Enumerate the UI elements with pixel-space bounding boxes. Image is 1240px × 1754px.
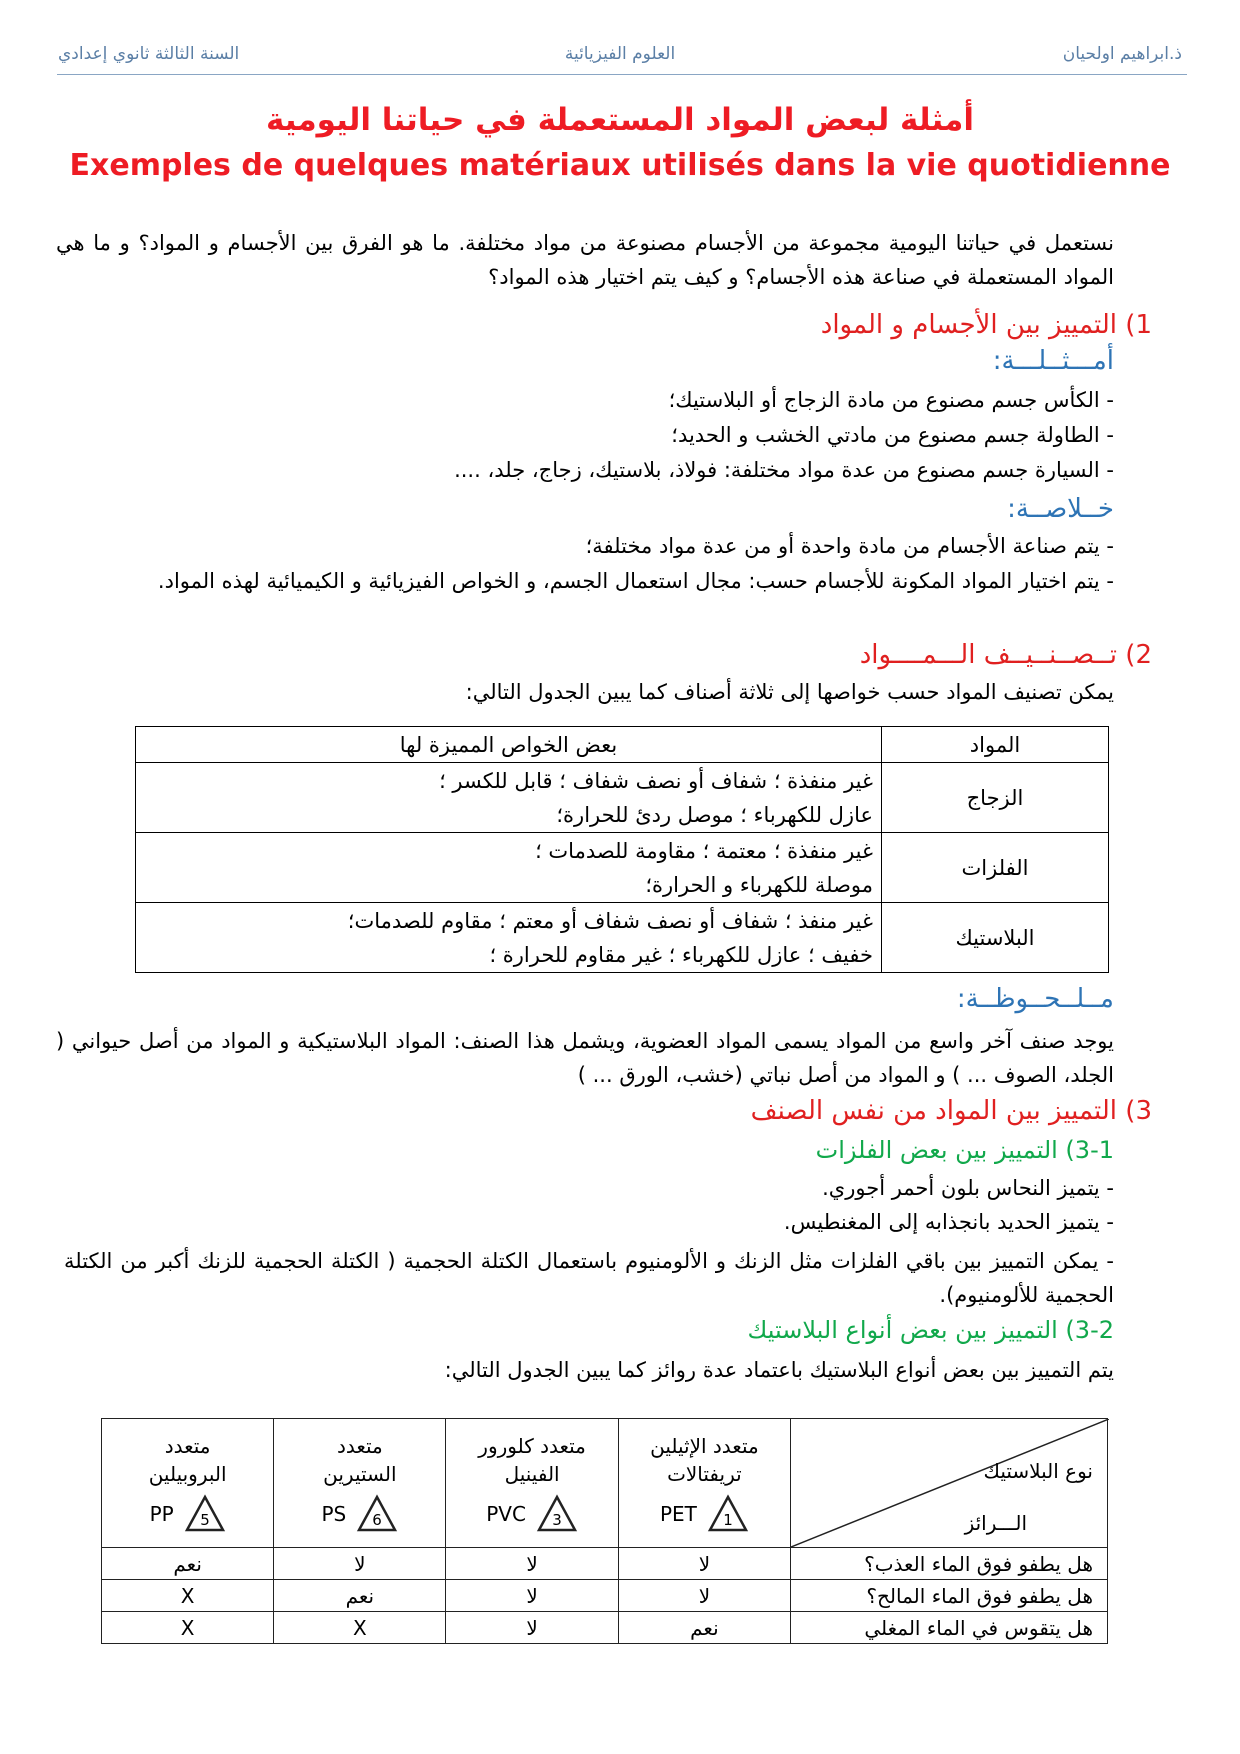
test-question: هل يطفو فوق الماء العذب؟ xyxy=(791,1548,1108,1580)
test-answer: نعم xyxy=(274,1580,446,1612)
plastics-table xyxy=(101,1418,1108,1644)
svg-text:5: 5 xyxy=(199,1511,210,1529)
plastic-name: متعدد الإثيلين xyxy=(650,1434,759,1458)
plastics-header-row xyxy=(102,1419,1108,1548)
plastic-type-cell xyxy=(618,1419,790,1548)
props-line: غير منفذة ؛ شفاف أو نصف شفاف ؛ قابل للكسر ؛ xyxy=(439,768,873,793)
table-row xyxy=(136,833,1109,903)
col-material-header: المواد xyxy=(882,727,1109,763)
diagonal-line xyxy=(791,1419,1109,1547)
note-title: مــلــحــوظــة: xyxy=(956,984,1114,1014)
props-cell xyxy=(136,903,882,973)
metal-item: - يتميز الحديد بانجذابه إلى المغنطيس. xyxy=(783,1210,1114,1234)
props-line: خفيف ؛ عازل للكهرباء ؛ غير مقاوم للحرارة ؛ xyxy=(489,942,873,967)
material-cell: الفلزات xyxy=(882,833,1109,903)
test-answer: لا xyxy=(274,1548,446,1580)
plastic-type-cell xyxy=(102,1419,274,1548)
intro-paragraph: نستعمل في حياتنا اليومية مجموعة من الأجسام مصنوعة من مواد مختلفة. ما هو الفرق بين الأجسام و المواد؟ و ما هي المواد المستعملة في صناعة هذه الأجسام؟ و كيف يتم اختيار هذه المواد؟ xyxy=(56,231,1114,289)
note-text: يوجد صنف آخر واسع من المواد يسمى المواد العضوية، ويشمل هذا الصنف: المواد البلاستيكية و المواد من أصل حيواني ( الجلد، الصوف ... ) و المواد من أصل نباتي (خشب، الورق ... ) xyxy=(56,1029,1114,1087)
metal-item: - يمكن التمييز بين باقي الفلزات مثل الزنك و الألومنيوم باستعمال الكتلة الحجمية ( الكتلة الحجمية للزنك أكبر من الكتلة الحجمية للألومنيوم). xyxy=(64,1249,1114,1307)
test-answer: نعم xyxy=(618,1612,790,1644)
header-teacher: ذ.ابراهيم اولحيان xyxy=(1062,44,1182,64)
plastic-name: متعدد xyxy=(336,1434,383,1458)
corner-top-label: نوع البلاستيك xyxy=(983,1459,1093,1483)
props-cell xyxy=(136,833,882,903)
section3-heading: 3) التمييز بين المواد من نفس الصنف xyxy=(750,1096,1152,1126)
test-question: هل يتقوس في الماء المغلي xyxy=(791,1612,1108,1644)
page-title-french: Exemples de quelques matériaux utilisés dans la vie quotidienne xyxy=(69,148,1171,183)
summary-title: خــلاصــة: xyxy=(1007,494,1114,524)
plastic-name: متعدد xyxy=(164,1434,211,1458)
plastic-name: الفينيل xyxy=(504,1462,560,1486)
summary-item: - يتم صناعة الأجسام من مادة واحدة أو من عدة مواد مختلفة؛ xyxy=(585,534,1114,558)
svg-text:1: 1 xyxy=(723,1511,733,1529)
props-line: غير منفذ ؛ شفاف أو نصف شفاف أو معتم ؛ مقاوم للصدمات؛ xyxy=(347,908,873,933)
section2-intro: يمكن تصنيف المواد حسب خواصها إلى ثلاثة أصناف كما يبين الجدول التالي: xyxy=(465,680,1114,704)
examples-title: أمـــثــلـــة: xyxy=(992,346,1114,376)
recycle-triangle-icon xyxy=(356,1494,398,1534)
recycling-symbol xyxy=(619,1494,790,1534)
test-row xyxy=(102,1612,1108,1644)
recycle-triangle-icon xyxy=(184,1494,226,1534)
material-cell: البلاستيك xyxy=(882,903,1109,973)
resin-code: PP xyxy=(149,1502,174,1526)
recycling-symbol xyxy=(446,1494,617,1534)
resin-code: PS xyxy=(321,1502,347,1526)
example-item: - الطاولة جسم مصنوع من مادتي الخشب و الحديد؛ xyxy=(671,423,1114,447)
page-title-arabic: أمثلة لبعض المواد المستعملة في حياتنا اليومية xyxy=(265,102,974,138)
corner-bottom-label: الـــرائز xyxy=(964,1511,1027,1535)
material-cell: الزجاج xyxy=(882,763,1109,833)
props-line: عازل للكهرباء ؛ موصل ردئ للحرارة؛ xyxy=(556,802,873,827)
test-answer: X xyxy=(102,1612,274,1644)
header-subject: العلوم الفيزيائية xyxy=(564,44,676,64)
header-divider xyxy=(57,74,1187,75)
test-answer: لا xyxy=(446,1612,618,1644)
recycle-triangle-icon xyxy=(707,1494,749,1534)
section1-heading: 1) التمييز بين الأجسام و المواد xyxy=(820,310,1152,340)
svg-text:6: 6 xyxy=(372,1511,382,1529)
table-header-row xyxy=(136,727,1109,763)
test-row xyxy=(102,1580,1108,1612)
sub1-heading: 3-1) التمييز بين بعض الفلزات xyxy=(815,1136,1114,1164)
plastic-name: الستيرين xyxy=(323,1462,397,1486)
recycle-triangle-icon xyxy=(536,1494,578,1534)
plastic-type-cell xyxy=(274,1419,446,1548)
svg-text:3: 3 xyxy=(552,1511,562,1529)
materials-table xyxy=(135,726,1109,973)
test-answer: نعم xyxy=(102,1548,274,1580)
plastic-name: البروبيلين xyxy=(148,1462,227,1486)
sub2-intro: يتم التمييز بين بعض أنواع البلاستيك باعتماد عدة روائز كما يبين الجدول التالي: xyxy=(444,1358,1114,1382)
corner-cell xyxy=(791,1419,1108,1548)
test-answer: لا xyxy=(618,1548,790,1580)
props-line: موصلة للكهرباء و الحرارة؛ xyxy=(645,872,873,897)
test-answer: لا xyxy=(446,1548,618,1580)
resin-code: PET xyxy=(659,1502,697,1526)
recycling-symbol xyxy=(274,1494,445,1534)
test-answer: لا xyxy=(618,1580,790,1612)
plastic-name: تريفتالات xyxy=(667,1462,742,1486)
table-row xyxy=(136,763,1109,833)
header-level: السنة الثالثة ثانوي إعدادي xyxy=(58,44,240,64)
metal-item: - يتميز النحاس بلون أحمر أجوري. xyxy=(822,1176,1114,1200)
example-item: - الكأس جسم مصنوع من مادة الزجاج أو البلاستيك؛ xyxy=(668,388,1114,412)
test-question: هل يطفو فوق الماء المالح؟ xyxy=(791,1580,1108,1612)
resin-code: PVC xyxy=(486,1502,526,1526)
test-answer: X xyxy=(102,1580,274,1612)
section2-heading: 2) تــصــنــيــف الـــمــــواد xyxy=(859,640,1152,670)
plastic-type-cell xyxy=(446,1419,618,1548)
props-cell xyxy=(136,763,882,833)
test-answer: X xyxy=(274,1612,446,1644)
summary-item: - يتم اختيار المواد المكونة للأجسام حسب: مجال استعمال الجسم، و الخواص الفيزيائية و الكيميائية لهذه المواد. xyxy=(157,569,1114,593)
sub2-heading: 3-2) التمييز بين بعض أنواع البلاستيك xyxy=(747,1316,1114,1344)
test-answer: لا xyxy=(446,1580,618,1612)
props-line: غير منفذة ؛ معتمة ؛ مقاومة للصدمات ؛ xyxy=(535,838,873,863)
example-item: - السيارة جسم مصنوع من عدة مواد مختلفة: فولاذ، بلاستيك، زجاج، جلد، .... xyxy=(454,458,1114,482)
table-row xyxy=(136,903,1109,973)
plastic-name: متعدد كلورور xyxy=(478,1434,586,1458)
col-props-header: بعض الخواص المميزة لها xyxy=(136,727,882,763)
recycling-symbol xyxy=(102,1494,273,1534)
test-row xyxy=(102,1548,1108,1580)
